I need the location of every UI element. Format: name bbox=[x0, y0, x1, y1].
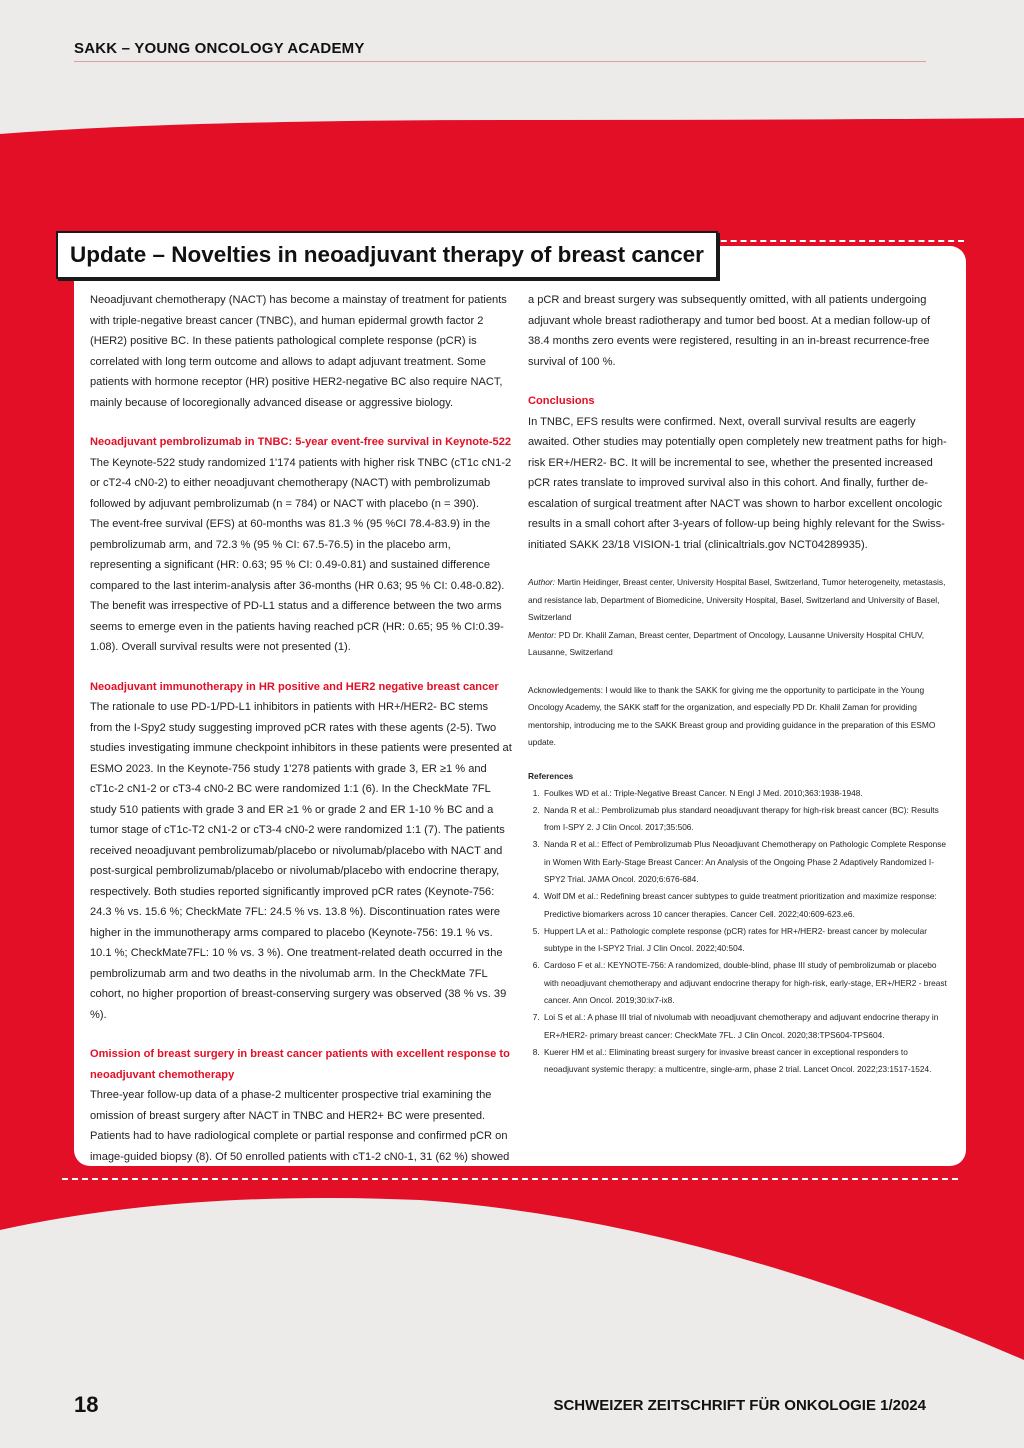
reference-item: 3. Nanda R et al.: Effect of Pembrolizumab Plus Neoadjuvant Chemotherapy on Pathologic Complete Response in Women With Early-Stage Breast Cancer: An Analysis of the Ongoing Phase 2 Adaptively Randomized I-SPY2 Trial. JAMA Oncol. 2020;6:676-684. bbox=[542, 836, 952, 888]
reference-item: 1. Foulkes WD et al.: Triple-Negative Breast Cancer. N Engl J Med. 2010;363:1938-1948. bbox=[542, 785, 952, 802]
mentor-text: PD Dr. Khalil Zaman, Breast center, Department of Oncology, Lausanne University Hospital CHUV, Lausanne, Switzerland bbox=[528, 629, 925, 657]
dashed-border-bottom bbox=[62, 1178, 958, 1180]
continuation-paragraph: a pCR and breast surgery was subsequently omitted, with all patients undergoing adjuvant whole breast radiotherapy and tumor bed boost. At a median follow-up of 38.4 months zero events were registered, resulting in an in-breast recurrence-free survival of 100 %. bbox=[528, 294, 931, 368]
omission-surgery-paragraph: Three-year follow-up data of a phase-2 multicenter prospective trial examining the omission of breast surgery after NACT in TNBC and HER2+ BC were presented. Patients had to have radiological complete or partial response and confirmed pCR on image-guided biopsy (8). Of 50 enrolled patients with cT1-2 cN0-1, 31 (62 %) showed bbox=[90, 1089, 510, 1163]
section-heading-omission-surgery: Omission of breast surgery in breast cancer patients with excellent response to neoadjuvant chemotherapy bbox=[90, 1048, 510, 1081]
reference-item: 4. Wolf DM et al.: Redefining breast cancer subtypes to guide treatment prioritization and maximize response: Predictive biomarkers across 10 cancer therapies. Cancer Cell. 2022;40:609-623.e6. bbox=[542, 888, 952, 923]
reference-item: 7. Loi S et al.: A phase III trial of nivolumab with neoadjuvant chemotherapy and adjuvant endocrine therapy in ER+/HER2- primary breast cancer: CheckMate 7FL. J Clin Oncol. 2020;38:TPS604-TPS604. bbox=[542, 1009, 952, 1044]
reference-item: 2. Nanda R et al.: Pembrolizumab plus standard neoadjuvant therapy for high-risk breast cancer (BC): Results from I-SPY 2. J Clin Oncol. 2017;35:506. bbox=[542, 802, 952, 837]
reference-item: 5. Huppert LA et al.: Pathologic complete response (pCR) rates for HR+/HER2- breast cancer by molecular subtype in the I-SPY2 Trial. J Clin Oncol. 2022;40:504. bbox=[542, 923, 952, 958]
journal-name: SCHWEIZER ZEITSCHRIFT FÜR ONKOLOGIE 1/2024 bbox=[553, 1397, 926, 1414]
references-heading: References bbox=[528, 770, 574, 781]
article-title: Update – Novelties in neoadjuvant therapy of breast cancer bbox=[56, 231, 718, 279]
dashed-border-left bbox=[63, 292, 65, 1168]
mentor-label: Mentor: bbox=[528, 629, 557, 640]
section-heading-hr-positive: Neoadjuvant immunotherapy in HR positive and HER2 negative breast cancer bbox=[90, 680, 499, 693]
author-info bbox=[528, 574, 952, 627]
conclusions-paragraph: In TNBC, EFS results were confirmed. Next, overall survival results are eagerly awaited. Other studies may potentially open completely new treatment paths for high-risk ER+/HER2- BC. It will be incremental to see, whether the presented increased pCR rates translate to improved survival also in this cohort. And finally, further de-escalation of surgical treatment after NACT was shown to harbor excellent oncologic results in a small cohort after 3-years of follow-up being highly relevant for the Swiss-initiated SAKK 23/18 VISION-1 trial (clinicaltrials.gov NCT04289935). bbox=[528, 415, 947, 551]
mentor-info bbox=[528, 627, 952, 662]
keynote522-paragraph-1: The Keynote-522 study randomized 1'174 patients with higher risk TNBC (cT1c cN1-2 or cT2-4 cN0-2) to either neoadjuvant chemotherapy (NACT) with pembrolizumab followed by adjuvant pembrolizumab (n = 784) or NACT with placebo (n = 390). bbox=[90, 456, 512, 510]
intro-paragraph: Neoadjuvant chemotherapy (NACT) has become a mainstay of treatment for patients with triple-negative breast cancer (TNBC), and human epidermal growth factor 2 (HER2) positive BC. In these patients pathological complete response (pCR) is correlated with long term outcome and allows to adapt adjuvant treatment. Some patients with hormone receptor (HR) positive HER2-negative BC also require NACT, mainly because of locoregionally advanced disease or aggressive biology. bbox=[90, 294, 507, 409]
references-list bbox=[528, 785, 952, 1079]
author-label: Author: bbox=[528, 577, 556, 587]
right-column bbox=[528, 290, 952, 1079]
conclusions-heading: Conclusions bbox=[528, 395, 595, 407]
dashed-border-right bbox=[971, 254, 973, 1172]
section-heading-keynote522: Neoadjuvant pembrolizumab in TNBC: 5-year event-free survival in Keynote-522 bbox=[90, 436, 512, 448]
page-number: 18 bbox=[74, 1392, 99, 1417]
reference-item: 8. Kuerer HM et al.: Eliminating breast surgery for invasive breast cancer in exceptional responders to neoadjuvant systemic therapy: a multicentre, single-arm, phase 2 trial. Lancet Oncol. 2022;23:1517-1524. bbox=[542, 1044, 952, 1079]
section-header: SAKK – YOUNG ONCOLOGY ACADEMY bbox=[74, 40, 365, 57]
hr-positive-paragraph: The rationale to use PD-1/PD-L1 inhibitors in patients with HR+/HER2- BC stems from the I-Spy2 study suggesting improved pCR rates with these agents (2-5). Two studies investigating immune checkpoint inhibitors in these patients were presented at ESMO 2023. In the Keynote-756 study 1'278 patients with grade 3, ER ≥1 % and cT1c-2 cN1-2 or cT3-4 cN0-2 BC were randomized 1:1 (6). In the CheckMate 7FL study 510 patients with grade 3 and ER ≥1 % or grade 2 and ER 1-10 % BC and a tumor stage of cT1c-T2 cN1-2 or cT3-4 cN0-2 were randomized 1:1 (7). The patients received neoadjuvant pembrolizumab/placebo or nivolumab/placebo with NACT and post-surgical pembrolizumab/placebo or nivolumab/placebo with endocrine therapy, respectively. Both studies reported significantly improved pCR rates (Keynote-756: 24.3 % vs. 15.6 %; CheckMate 7FL: 24.5 % vs. 13.8 %). Discontinuation rates were higher in the immunotherapy arms compared to placebo (Keynote-756: 19.1 % vs. 10.1 %; CheckMate7FL: 10 % vs. 3 %). One treatment-related death occurred in the pembrolizumab arm and two deaths in the nivolumab arm. In the CheckMate 7FL cohort, no higher proportion of breast-conserving surgery was observed (38 % vs. 39 %). bbox=[90, 701, 512, 1021]
author-text: Martin Heidinger, Breast center, University Hospital Basel, Switzerland, Tumor heterogeneity, metastasis, and resistance lab, Department of Biomedicine, University Hospital, Basel, Switzerland and University of Basel, Switzerland bbox=[528, 577, 946, 622]
reference-item: 6. Cardoso F et al.: KEYNOTE-756: A randomized, double-blind, phase III study of pembrolizumab or placebo with neoadjuvant chemotherapy and adjuvant endocrine therapy for high-risk, early-stage, ER+/HER2 - breast cancer. Ann Oncol. 2019;30:ix7-ix8. bbox=[542, 957, 952, 1009]
left-column bbox=[90, 290, 512, 1167]
acknowledgements: Acknowledgements: I would like to thank the SAKK for giving me the opportunity to participate in the Young Oncology Academy, the SAKK staff for the organization, and especially PD Dr. Khalil Zaman for providing mentorship, introducing me to the SAKK Breast group and providing guidance in the preparation of this ESMO update. bbox=[528, 684, 936, 747]
keynote522-paragraph-2: The event-free survival (EFS) at 60-months was 81.3 % (95 %CI 78.4-83.9) in the pembrolizumab arm, and 72.3 % (95 % CI: 67.5-76.5) in the placebo arm, representing a significant (HR: 0.63; 95 % CI: 0.49-0.81) and sustained difference compared to the last interim-analysis after 36-months (HR 0.63; 95 % CI: 0.48-0.82). The benefit was irrespective of PD-L1 status and a difference between the two arms seems to emerge even in the patients having reached pCR (HR: 0.65; 95 % CI:0.39-1.08). Overall survival results were not presented (1). bbox=[90, 518, 505, 653]
